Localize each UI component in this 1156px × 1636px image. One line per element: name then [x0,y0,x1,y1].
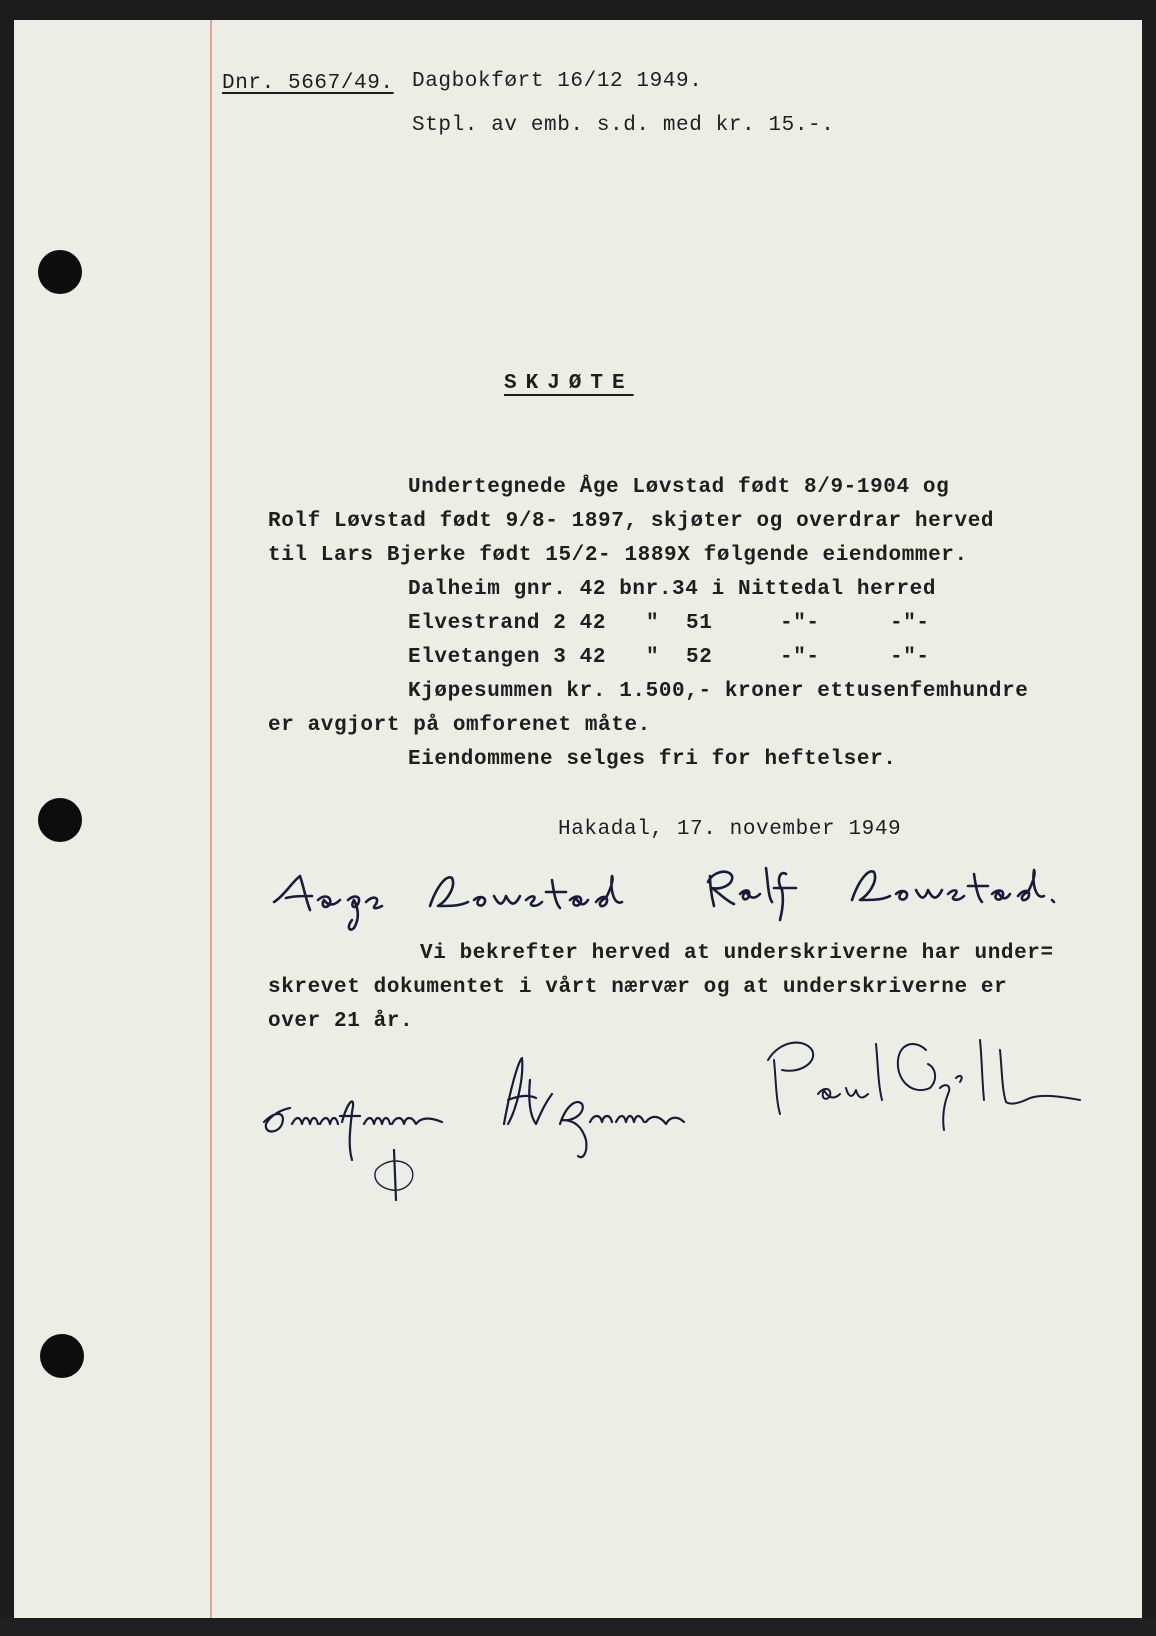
ditto-mark: -"- [890,646,930,669]
witness-line: Vi bekrefter herved at underskriverne har under= [420,942,1054,965]
ditto-mark: " [646,612,660,635]
body-line: Undertegnede Åge Løvstad født 8/9-1904 og [408,476,950,499]
seller-signature-aage [270,866,650,936]
ditto-mark: -"- [780,612,820,635]
punch-hole [38,798,82,842]
witness-signature-2 [760,1030,1100,1140]
dagbok-date: Dagbokført 16/12 1949. [412,70,703,93]
body-line: Rolf Løvstad født 9/8- 1897, skjøter og overdrar herved [268,510,995,533]
seller-signature-rolf [702,860,1072,930]
witness-line: over 21 år. [268,1010,414,1033]
margin-line [210,20,212,1618]
punch-hole [40,1334,84,1378]
body-line: er avgjort på omforenet måte. [268,714,651,737]
dnr-number: Dnr. 5667/49. [222,72,394,95]
ditto-mark: -"- [890,612,930,635]
property-line: Dalheim gnr. 42 bnr.34 i Nittedal herred [408,578,937,601]
stamp-line: Stpl. av emb. s.d. med kr. 15.-. [412,114,835,137]
body-line: Eiendommene selges fri for heftelser. [408,748,897,771]
scan-border [0,1618,1156,1636]
property-bnr: 51 [686,612,713,635]
property-name: Elvestrand 2 42 [408,612,607,635]
document-title: SKJØTE [504,372,634,395]
ditto-mark: " [646,646,660,669]
place-date: Hakadal, 17. november 1949 [558,818,902,841]
witness-signature-1 [256,1050,706,1200]
property-name: Elvetangen 3 42 [408,646,607,669]
body-line: Kjøpesummen kr. 1.500,- kroner ettusenfemhundre [408,680,1029,703]
body-line: til Lars Bjerke født 15/2- 1889X følgende eiendommer. [268,544,968,567]
witness-line: skrevet dokumentet i vårt nærvær og at underskriverne er [268,976,1008,999]
ditto-mark: -"- [780,646,820,669]
property-bnr: 52 [686,646,713,669]
punch-hole [38,250,82,294]
